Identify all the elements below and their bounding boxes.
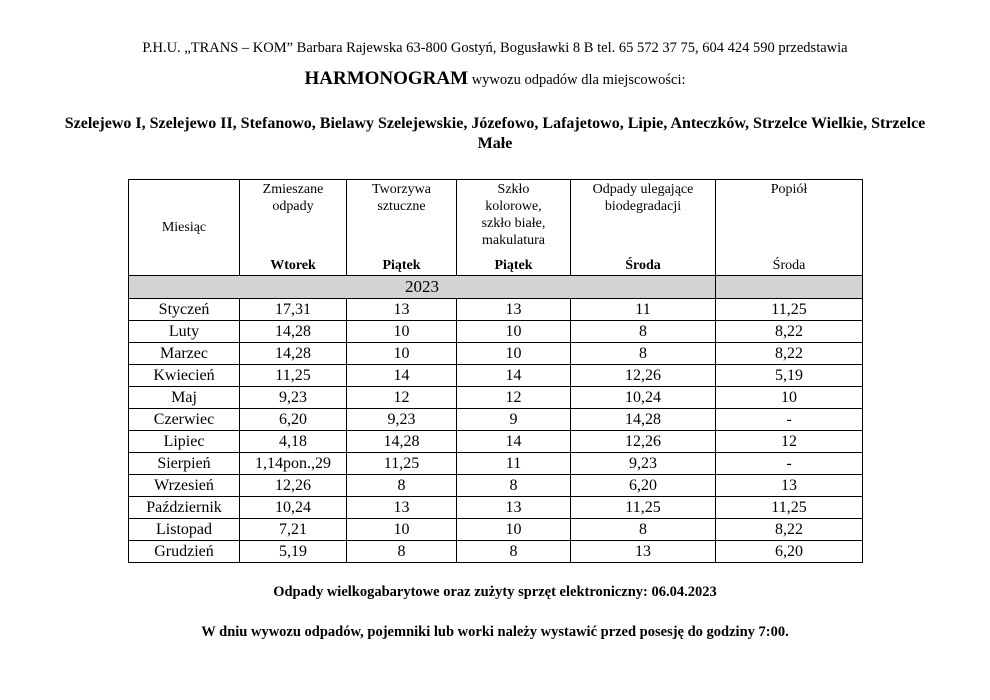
cell-month: Luty [129,321,240,343]
cell-plastics: 9,23 [347,409,457,431]
cell-month: Październik [129,497,240,519]
cell-mixed-waste: 1,14pon.,29 [240,453,347,475]
company-info-line: P.H.U. „TRANS – KOM” Barbara Rajewska 63-800 Gostyń, Bogusławki 8 B tel. 65 572 37 75, 604 424 590 przedstawia [142,40,848,56]
bulky-waste-note: Odpady wielkogabarytowe oraz zużyty sprzęt elektroniczny: 06.04.2023 [273,584,717,600]
cell-mixed-waste: 9,23 [240,387,347,409]
cell-biodegradable: 8 [571,321,716,343]
cell-mixed-waste: 10,24 [240,497,347,519]
header-plastics-label: Tworzywa sztuczne [372,182,431,214]
table-row [129,541,863,563]
cell-plastics: 10 [347,519,457,541]
cell-biodegradable: 11,25 [571,497,716,519]
cell-biodegradable: 6,20 [571,475,716,497]
cell-ash: 13 [716,475,863,497]
cell-ash: 5,19 [716,365,863,387]
table-row [129,321,863,343]
cell-mixed-waste: 17,31 [240,299,347,321]
cell-mixed-waste: 14,28 [240,321,347,343]
year-cell-blank [716,276,863,299]
header-month [129,180,240,276]
cell-month: Wrzesień [129,475,240,497]
cell-biodegradable: 8 [571,343,716,365]
table-row [129,519,863,541]
header-biodegradable-day: Środa [625,258,661,273]
cell-plastics: 10 [347,321,457,343]
cell-month: Lipiec [129,431,240,453]
cell-glass-paper: 9 [457,409,571,431]
cell-glass-paper: 8 [457,475,571,497]
collection-instruction-note: W dniu wywozu odpadów, pojemniki lub worki należy wystawić przed posesję do godziny 7:00. [201,624,789,640]
cell-ash: 8,22 [716,321,863,343]
title-harmonogram: HARMONOGRAM [304,68,469,89]
header-ash-day: Środa [772,258,806,273]
table-row [129,343,863,365]
cell-month: Marzec [129,343,240,365]
header-mixed-waste-label: Zmieszane odpady [262,182,324,214]
cell-month: Maj [129,387,240,409]
cell-biodegradable: 12,26 [571,431,716,453]
cell-mixed-waste: 11,25 [240,365,347,387]
cell-biodegradable: 10,24 [571,387,716,409]
cell-biodegradable: 14,28 [571,409,716,431]
cell-glass-paper: 11 [457,453,571,475]
cell-plastics: 14 [347,365,457,387]
cell-biodegradable: 9,23 [571,453,716,475]
table-row [129,475,863,497]
cell-ash: - [716,453,863,475]
header-glass-paper-day: Piątek [494,258,533,273]
table-row [129,365,863,387]
cell-plastics: 14,28 [347,431,457,453]
header-mixed-waste-day: Wtorek [270,258,316,273]
year-cell: 2023 [129,276,716,299]
cell-biodegradable: 8 [571,519,716,541]
cell-plastics: 13 [347,497,457,519]
cell-plastics: 12 [347,387,457,409]
cell-ash: 8,22 [716,519,863,541]
cell-glass-paper: 13 [457,497,571,519]
cell-mixed-waste: 12,26 [240,475,347,497]
header-month-label: Miesiąc [161,220,207,235]
locations-list: Szelejewo I, Szelejewo II, Stefanowo, Bielawy Szelejewskie, Józefowo, Lafajetowo, Lipie, Anteczków, Strzelce Wielkie, Strzelce Małe [64,115,926,152]
header-mixed-waste [240,180,347,276]
cell-biodegradable: 11 [571,299,716,321]
header-ash [716,180,863,276]
header-biodegradable [571,180,716,276]
table-row [129,299,863,321]
cell-month: Kwiecień [129,365,240,387]
cell-glass-paper: 8 [457,541,571,563]
header-glass-paper-label: Szkło kolorowe, szkło białe, makulatura [481,182,546,248]
cell-mixed-waste: 14,28 [240,343,347,365]
cell-glass-paper: 10 [457,321,571,343]
cell-ash: - [716,409,863,431]
year-row [129,276,863,299]
cell-biodegradable: 13 [571,541,716,563]
cell-ash: 6,20 [716,541,863,563]
cell-mixed-waste: 4,18 [240,431,347,453]
cell-plastics: 11,25 [347,453,457,475]
collection-schedule-table [128,179,863,563]
table-row [129,409,863,431]
cell-mixed-waste: 7,21 [240,519,347,541]
cell-glass-paper: 12 [457,387,571,409]
cell-month: Czerwiec [129,409,240,431]
cell-month: Styczeń [129,299,240,321]
table-header-row [129,180,863,276]
header-ash-label: Popiół [770,182,808,197]
cell-glass-paper: 10 [457,343,571,365]
header-plastics-day: Piątek [382,258,421,273]
cell-plastics: 8 [347,475,457,497]
cell-month: Listopad [129,519,240,541]
cell-month: Grudzień [129,541,240,563]
cell-glass-paper: 13 [457,299,571,321]
header-glass-paper [457,180,571,276]
cell-plastics: 10 [347,343,457,365]
cell-glass-paper: 10 [457,519,571,541]
cell-ash: 12 [716,431,863,453]
document-title [0,68,990,90]
cell-glass-paper: 14 [457,431,571,453]
cell-ash: 11,25 [716,497,863,519]
title-subtitle: wywozu odpadów dla miejscowości: [468,72,686,88]
table-row [129,497,863,519]
cell-mixed-waste: 5,19 [240,541,347,563]
cell-month: Sierpień [129,453,240,475]
table-row [129,431,863,453]
cell-biodegradable: 12,26 [571,365,716,387]
cell-ash: 10 [716,387,863,409]
cell-ash: 11,25 [716,299,863,321]
header-plastics [347,180,457,276]
cell-glass-paper: 14 [457,365,571,387]
cell-plastics: 8 [347,541,457,563]
table-row [129,387,863,409]
cell-plastics: 13 [347,299,457,321]
header-biodegradable-label: Odpady ulegające biodegradacji [592,182,694,214]
cell-mixed-waste: 6,20 [240,409,347,431]
table-row [129,453,863,475]
cell-ash: 8,22 [716,343,863,365]
